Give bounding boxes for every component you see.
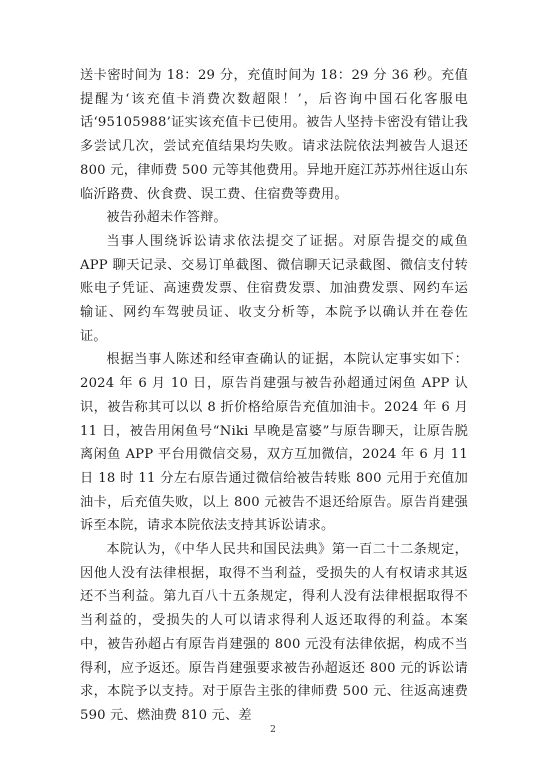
paragraph-court-opinion: 本院认为，《中华人民共和国民法典》第一百二十二条规定，因他人没有法律根据，取得不当利益，受损失的人有权请求其返还不当利益。第九百八十五条规定，得利人没有法律根据取得不当利益的，受损失的人可以请求得利人返还取得的利益。本案中，被告孙超占有原告肖建强的 800 元没有法律依据，构成不当得利，应予返还。原告肖建强要求被告孙超返还 800 元的诉讼请求，本院予以支持。对于原告主张的律师费 500 元、往返高速费 590 元、燃油费 810 元、差 [80, 542, 468, 723]
paragraph-continued-claim: 送卡密时间为 18：29 分，充值时间为 18：29 分 36 秒。充值提醒为‘该充值卡消费次数超限！’，后咨询中国石化客服电话‘95105988’证实该充值卡已使用。被告人坚持卡密没有错让我多尝试几次，尝试充值结果均失败。请求法院依法判被告人退还 800 元，律师费 500 元等其他费用。异地开庭江苏苏州往返山东临沂路费、伙食费、误工费、住宿费等费用。 [80, 68, 468, 202]
page-number: 2 [270, 725, 276, 735]
paragraph-evidence: 当事人围绕诉讼请求依法提交了证据。对原告提交的咸鱼 APP 聊天记录、交易订单截图、微信聊天记录截图、微信支付转账电子凭证、高速费发票、住宿费发票、加油费发票、网约车运输证、网约车驾驶员证、收支分析等，本院予以确认并在卷佐证。 [80, 233, 468, 344]
paragraph-defendant-no-defense: 被告孙超未作答辩。 [106, 210, 227, 226]
paragraph-facts: 根据当事人陈述和经审查确认的证据，本院认定事实如下：2024 年 6 月 10 日，原告肖建强与被告孙超通过闲鱼 APP 认识，被告称其可以以 8 折价格给原告充值加油卡。2024 年 6 月 11 日，被告用闲鱼号“Niki 早晚是富婆”与原告聊天，让原告脱离闲鱼 APP 平台用微信交易，双方互加微信，2024 年 6 月 11 日 18 时 11 分左右原告通过微信给被告转账 800 元用于充值加油卡，后充值失败，以上 800 元被告不退还给原告。原告肖建强诉至本院，请求本院依法支持其诉讼请求。 [80, 352, 468, 534]
document-body [80, 64, 468, 728]
